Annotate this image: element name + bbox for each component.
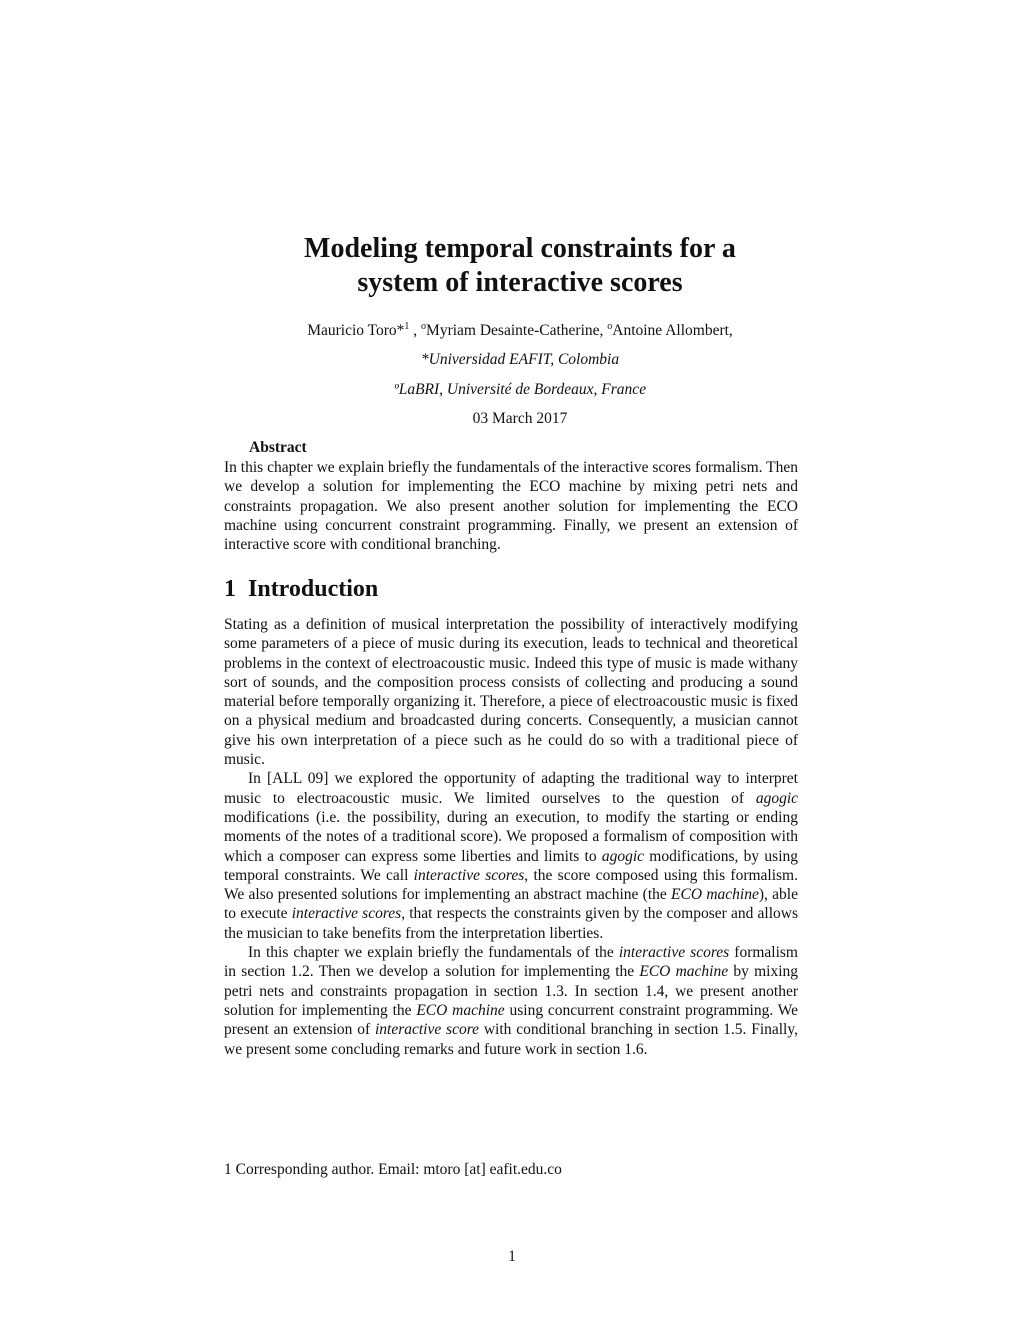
paper-title [200,232,840,300]
introduction-body [224,615,798,1059]
intro-paragraph-1: Stating as a definition of musical interpretation the possibility of interactively modifying some parameters of a piece of music during its execution, leads to technical and theoretical problems in the context of electroacoustic music. Indeed this type of music is made withany sort of sounds, and the composition process consists of collecting and producing a sound material before temporally organizing it. Therefore, a piece of electroacoustic music is fixed on a physical medium and broadcasted during concerts. Consequently, a musician cannot give his own interpretation of a piece such as he could do so with a traditional piece of music. [224,616,798,769]
author-3: Antoine Allombert, [612,322,733,339]
emphasis-eco-machine: ECO machine [416,1001,505,1019]
abstract-heading: Abstract [249,439,307,456]
intro-paragraph-3 [224,943,798,1059]
author-separator: , [409,322,422,339]
title-line-1: Modeling temporal constraints for a [304,233,736,264]
text-run: formalism in section 1.2. Then we develop a solution for implementing the [224,944,798,981]
text-run: ), able to execute [224,886,798,923]
emphasis-eco-machine: ECO machine [671,886,759,904]
text-run: with conditional branching in section 1.5. Finally, we present some concluding remarks and future work in section 1.6. [224,1021,798,1058]
abstract-text: In this chapter we explain briefly the fundamentals of the interactive scores formalism. Then we develop a solution for implementing the ECO machine by mixing petri nets and constraints propagation. We also present another solution for implementing the ECO machine using concurrent constraint programming. Finally, we present an extension of interactive score with conditional branching. [224,459,798,554]
emphasis-interactive-scores: interactive scores [413,866,525,884]
section-number: 1 [224,576,236,602]
text-run: using concurrent constraint programming. We present an extension of [224,1001,799,1039]
affiliation-1: *Universidad EAFIT, Colombia [420,351,620,368]
author-2: Myriam Desainte-Catherine, [426,322,608,339]
author-1: Mauricio Toro* [307,322,405,339]
section-title: Introduction [248,576,379,602]
emphasis-eco-machine: ECO machine [639,963,729,981]
text-run: , that respects the constraints given by the composer and allows the musician to take benefits from the interpretation liberties. [224,905,798,942]
emphasis-agogic: agogic [601,847,645,865]
publication-date: 03 March 2017 [472,410,568,427]
page-number: 1 [508,1248,516,1265]
text-run: In [ALL 09] we explored the opportunity of adapting the traditional way to interpret music to electroacoustic music. We limited ourselves to the question of [224,770,798,807]
section-heading-introduction [224,574,378,604]
title-line-2: system of interactive scores [357,267,683,298]
affiliation-2: ºLaBRI, Université de Bordeaux, France [393,381,647,398]
emphasis-agogic: agogic [755,789,798,807]
text-run: by mixing petri nets and constraints propagation in section 1.3. In section 1.4, we present another solution for implementing the [224,963,799,1019]
intro-paragraph-2 [224,769,798,943]
author-1-footnote-mark: 1 [404,320,410,332]
emphasis-interactive-scores: interactive scores [291,905,402,923]
text-run: , the score composed using this formalism. We also presented solutions for implementing an abstract machine (the [224,866,798,904]
emphasis-interactive-score: interactive score [374,1021,480,1039]
author-3-affil-mark: o [607,320,613,332]
text-run: modifications, by using temporal constraints. We call [224,847,798,884]
author-list [200,321,840,341]
footnote: 1 Corresponding author. Email: mtoro [at] eafit.edu.co [224,1161,562,1178]
author-2-affil-mark: o [421,320,427,332]
text-run: In this chapter we explain briefly the fundamentals of the [248,944,619,962]
emphasis-interactive-scores: interactive scores [618,944,730,962]
text-run: modifications (i.e. the possibility, during an execution, to modify the starting or ending moments of the notes of a traditional score). We proposed a formalism of composition with which a composer can express some liberties and limits to [224,808,798,865]
